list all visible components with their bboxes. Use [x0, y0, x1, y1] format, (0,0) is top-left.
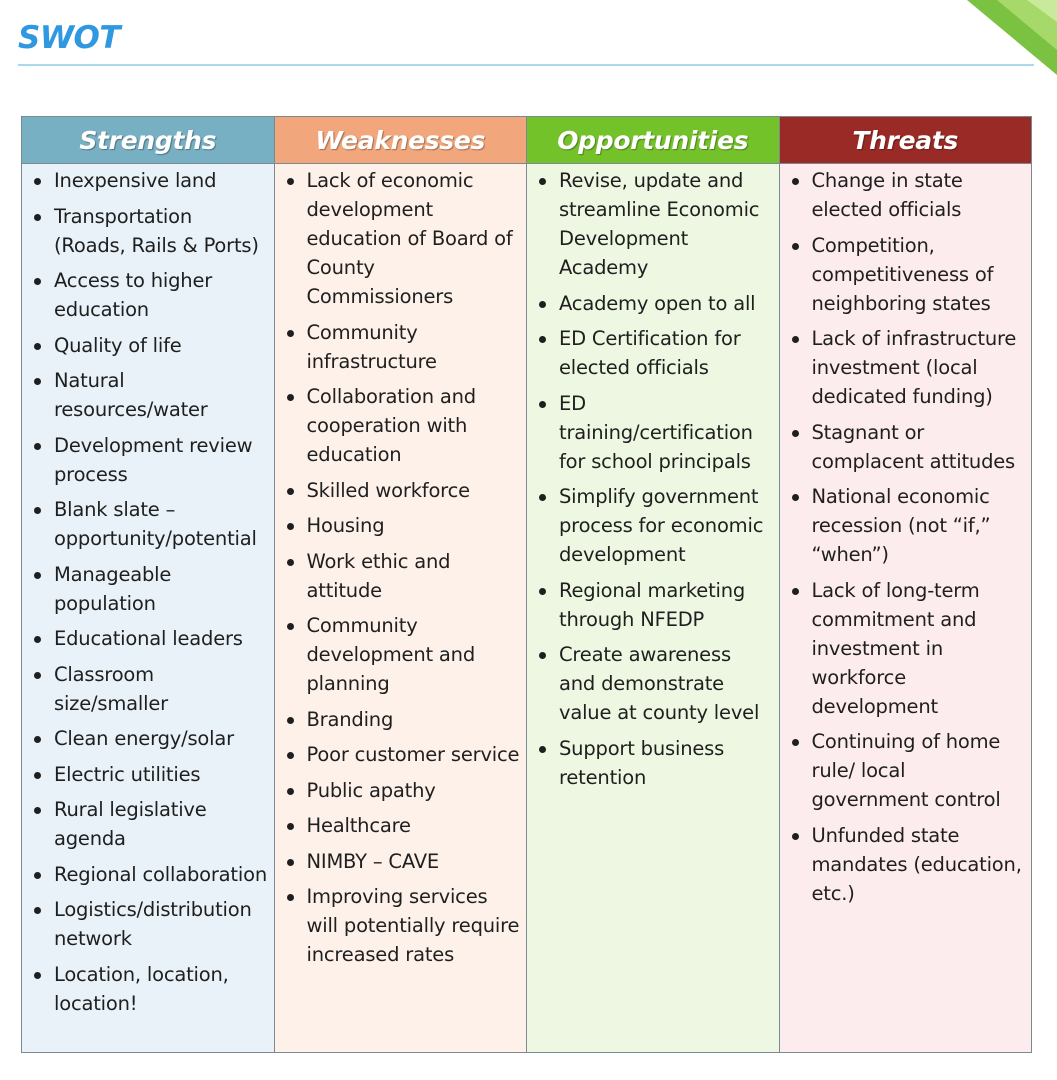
weaknesses-header: Weaknesses — [275, 117, 527, 164]
weaknesses-item: Lack of economic development education of Board of County Commissioners — [283, 166, 521, 311]
strengths-item: Logistics/distribution network — [30, 895, 268, 953]
threats-item: Unfunded state mandates (education, etc.) — [788, 821, 1026, 908]
weaknesses-item: Collaboration and cooperation with education — [283, 382, 521, 469]
threats-item: Continuing of home rule/ local government control — [788, 727, 1026, 814]
strengths-item: Manageable population — [30, 560, 268, 618]
weaknesses-item: Poor customer service — [283, 740, 521, 769]
strengths-item: Electric utilities — [30, 760, 268, 789]
threats-column — [780, 117, 1032, 1052]
weaknesses-list — [283, 166, 521, 969]
opportunities-item: Regional marketing through NFEDP — [535, 576, 773, 634]
strengths-item: Transportation (Roads, Rails & Ports) — [30, 202, 268, 260]
opportunities-body — [527, 164, 779, 1052]
opportunities-header: Opportunities — [527, 117, 779, 164]
strengths-item: Classroom size/smaller — [30, 660, 268, 718]
strengths-item: Educational leaders — [30, 624, 268, 653]
weaknesses-item: Work ethic and attitude — [283, 547, 521, 605]
weaknesses-item: Improving services will potentially require increased rates — [283, 882, 521, 969]
weaknesses-item: Community development and planning — [283, 611, 521, 698]
opportunities-item: Revise, update and streamline Economic Development Academy — [535, 166, 773, 282]
strengths-item: Clean energy/solar — [30, 724, 268, 753]
threats-body — [780, 164, 1032, 1052]
opportunities-item: Create awareness and demonstrate value at county level — [535, 640, 773, 727]
opportunities-list — [535, 166, 773, 792]
strengths-item: Natural resources/water — [30, 366, 268, 424]
weaknesses-body — [275, 164, 527, 1052]
threats-item: Lack of infrastructure investment (local dedicated funding) — [788, 324, 1026, 411]
opportunities-item: Simplify government process for economic development — [535, 482, 773, 569]
opportunities-item: ED training/certification for school principals — [535, 389, 773, 476]
opportunities-column — [527, 117, 780, 1052]
opportunities-item: Academy open to all — [535, 289, 773, 318]
threats-item: Competition, competitiveness of neighboring states — [788, 231, 1026, 318]
weaknesses-column — [275, 117, 528, 1052]
weaknesses-item: Community infrastructure — [283, 318, 521, 376]
opportunities-item: ED Certification for elected officials — [535, 324, 773, 382]
threats-list — [788, 166, 1026, 908]
weaknesses-item: Healthcare — [283, 811, 521, 840]
strengths-item: Rural legislative agenda — [30, 795, 268, 853]
threats-item: Change in state elected officials — [788, 166, 1026, 224]
strengths-item: Development review process — [30, 431, 268, 489]
swot-table — [21, 116, 1032, 1053]
strengths-item: Inexpensive land — [30, 166, 268, 195]
strengths-item: Regional collaboration — [30, 860, 268, 889]
strengths-header: Strengths — [22, 117, 274, 164]
strengths-column — [22, 117, 275, 1052]
strengths-item: Quality of life — [30, 331, 268, 360]
title-divider — [18, 64, 1034, 66]
strengths-item: Access to higher education — [30, 266, 268, 324]
strengths-list — [30, 166, 268, 1018]
threats-item: National economic recession (not “if,” “when”) — [788, 482, 1026, 569]
strengths-body — [22, 164, 274, 1052]
weaknesses-item: NIMBY – CAVE — [283, 847, 521, 876]
threats-item: Lack of long-term commitment and investment in workforce development — [788, 576, 1026, 721]
weaknesses-item: Skilled workforce — [283, 476, 521, 505]
strengths-item: Blank slate – opportunity/potential — [30, 495, 268, 553]
weaknesses-item: Housing — [283, 511, 521, 540]
strengths-item: Location, location, location! — [30, 960, 268, 1018]
page-title: SWOT — [18, 20, 121, 56]
weaknesses-item: Branding — [283, 705, 521, 734]
opportunities-item: Support business retention — [535, 734, 773, 792]
threats-header: Threats — [780, 117, 1032, 164]
weaknesses-item: Public apathy — [283, 776, 521, 805]
threats-item: Stagnant or complacent attitudes — [788, 418, 1026, 476]
